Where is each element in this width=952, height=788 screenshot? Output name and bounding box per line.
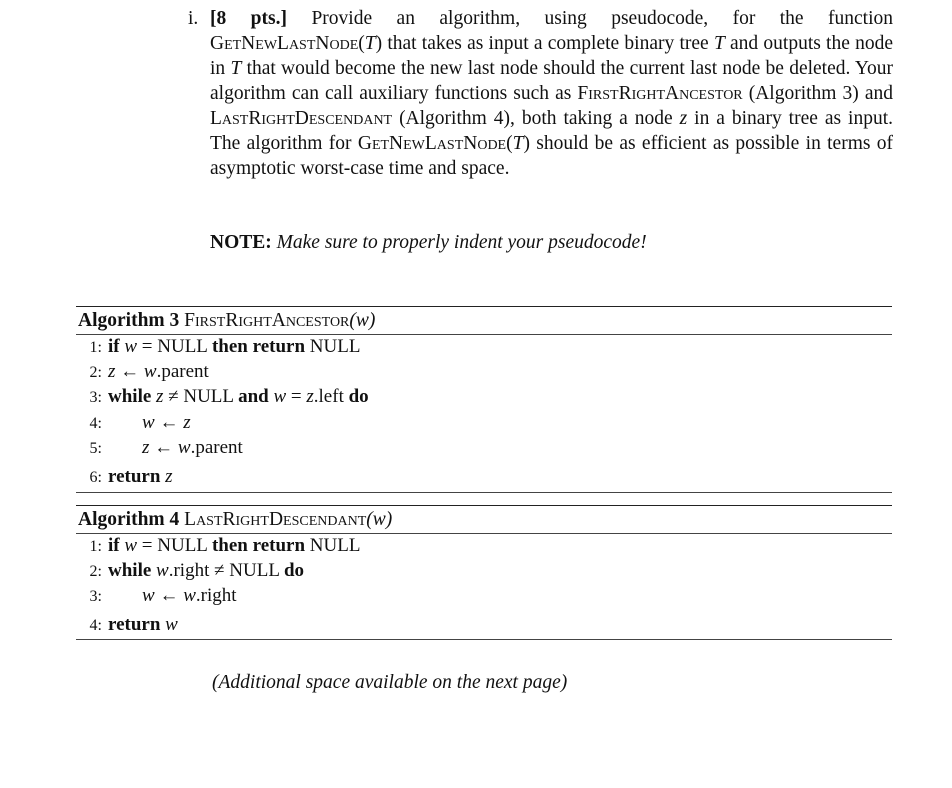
algorithm-3-caption bbox=[76, 307, 892, 335]
question-points: [8 pts.] bbox=[210, 8, 287, 29]
algo3-line-1: 1: if w = NULL then return NULL bbox=[89, 336, 361, 357]
var-t: T bbox=[230, 58, 242, 79]
var-z: z bbox=[679, 108, 688, 129]
algorithm-3-name: FirstRightAncestor bbox=[184, 310, 350, 331]
algorithm-3-label: Algorithm 3 bbox=[78, 310, 180, 331]
question-text-6: should be as efficient as possible in terms of asymptotic worst-case time and space. bbox=[210, 133, 894, 179]
algo3-line-2: 2: z ← w.parent bbox=[89, 361, 209, 382]
note-text: Make sure to properly indent your pseudocode! bbox=[276, 232, 647, 253]
aux-fn-2-ref: (Algorithm 4), both taking a node bbox=[399, 108, 673, 129]
var-t: T bbox=[512, 133, 524, 154]
question-number: i. bbox=[188, 8, 199, 29]
algorithm-3-arg: (w) bbox=[349, 310, 376, 331]
fn-name: GetNewLastNode bbox=[210, 33, 359, 54]
question-text-5: in a binary tree as input. The algorithm for bbox=[210, 108, 893, 154]
question-text-2: that takes as input a complete binary tree bbox=[387, 33, 709, 54]
aux-fn-1-ref: (Algorithm 3) and bbox=[748, 83, 894, 104]
var-t: T bbox=[713, 33, 725, 54]
fn-name: GetNewLastNode bbox=[357, 133, 507, 154]
question-text-4: that would become the new last node should the current last node be deleted. Your algorithm can call auxiliary functions such as bbox=[210, 58, 894, 104]
var-t: T bbox=[364, 33, 376, 54]
additional-space-note: (Additional space available on the next page) bbox=[212, 672, 568, 693]
note-label: NOTE: bbox=[210, 232, 272, 253]
algo4-line-1: 1: if w = NULL then return NULL bbox=[89, 535, 361, 556]
algo4-line-4: 4: return w bbox=[89, 614, 178, 635]
question-body: [8 pts.] Provide an algorithm, using pseudocode, for the function GetNewLastNode(T) that takes as input a complete binary tree T and outputs the node in T that would become the new last node should the current last node be deleted. Your algorithm can call auxiliary functions such as FirstRightAncestor (Algorithm 3) and LastRightDescendant (Algorithm 4), both taking a node z in a binary tree as input. The algorithm for GetNewLastNode(T) should be as efficient as possible in terms of asymptotic worst-case time and space. bbox=[210, 8, 894, 179]
algo3-line-3: 3: while z ≠ NULL and w = z.left do bbox=[89, 386, 369, 407]
aux-fn-1: FirstRightAncestor bbox=[577, 83, 743, 104]
algorithm-4 bbox=[76, 505, 892, 635]
algorithm-4-arg: (w) bbox=[366, 509, 393, 530]
algorithm-4-name: LastRightDescendant bbox=[184, 509, 367, 530]
algorithm-4-label: Algorithm 4 bbox=[78, 509, 180, 530]
question-block bbox=[188, 6, 893, 181]
algorithm-3 bbox=[76, 306, 892, 487]
note bbox=[210, 232, 647, 254]
algorithm-4-caption bbox=[76, 506, 892, 534]
algo4-line-3: 3: w ← w.right bbox=[89, 585, 237, 606]
algo3-line-4: 4: w ← z bbox=[89, 412, 191, 433]
algo3-line-6: 6: return z bbox=[89, 466, 173, 487]
question-text-1: Provide an algorithm, using pseudocode, for the function bbox=[311, 8, 894, 29]
algo3-line-5: 5: z ← w.parent bbox=[89, 437, 243, 458]
algo4-line-2: 2: while w.right ≠ NULL do bbox=[89, 560, 305, 581]
question-text-3: and outputs the node in bbox=[210, 33, 894, 79]
aux-fn-2: LastRightDescendant bbox=[210, 108, 393, 129]
